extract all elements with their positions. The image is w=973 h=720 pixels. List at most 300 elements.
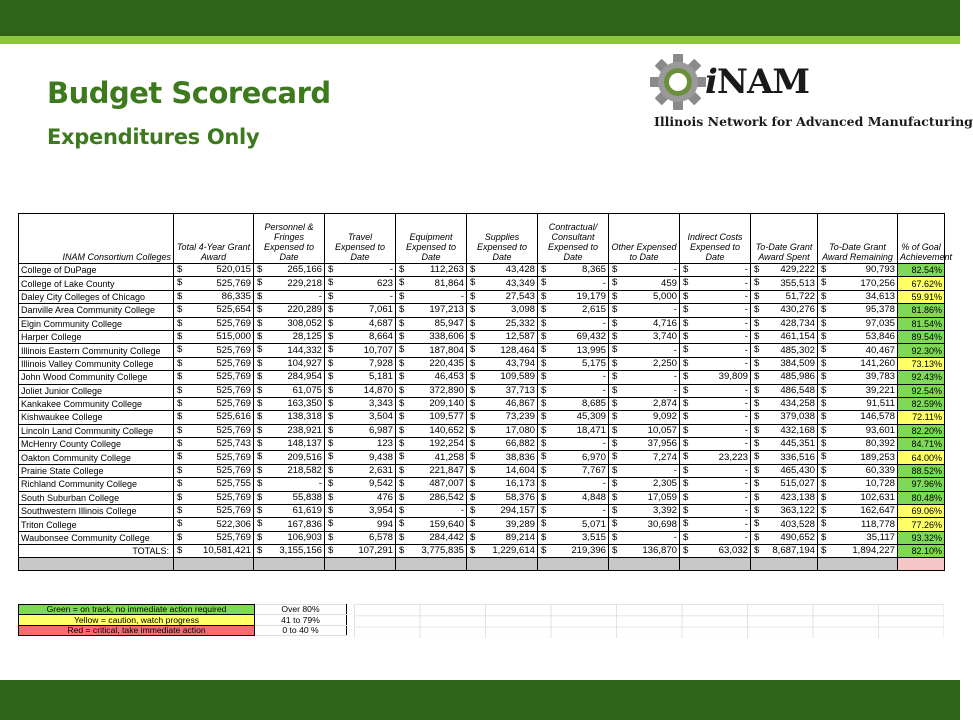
table-row [19, 438, 945, 451]
cell-equipment: $ 81,864 [396, 277, 467, 290]
cell-personnel: $ 163,350 [254, 397, 325, 410]
total-indirect: $ 63,032 [680, 545, 751, 558]
college-name: South Suburban College [19, 491, 174, 504]
gear-icon [648, 52, 708, 112]
cell-equipment: $ 46,453 [396, 371, 467, 384]
cell-other: $ 3,740 [609, 330, 680, 343]
legend-label: Red = critical, take immediate action [19, 625, 255, 635]
cell-spent: $ 51,722 [751, 290, 818, 303]
legend-row-red [19, 625, 347, 635]
table-row [19, 491, 945, 504]
cell-other: $ - [609, 384, 680, 397]
college-name: Lincoln Land Community College [19, 424, 174, 437]
cell-remaining: $ 39,783 [818, 371, 898, 384]
table-row [19, 317, 945, 330]
header-travel: Travel Expensed to Date [325, 214, 396, 264]
total-remaining: $ 1,894,227 [818, 545, 898, 558]
header-other: Other Expensed to Date [609, 214, 680, 264]
cell-supplies: $ 46,867 [467, 397, 538, 410]
cell-remaining: $ 39,221 [818, 384, 898, 397]
goal-pct-cell: 88.52% [898, 464, 945, 477]
cell-personnel: $ 167,836 [254, 518, 325, 531]
cell-personnel: $ 104,927 [254, 357, 325, 370]
table-row [19, 344, 945, 357]
cell-indirect: $ - [680, 290, 751, 303]
legend-label: Green = on track, no immediate action required [19, 605, 255, 615]
cell-contractual: $ - [538, 438, 609, 451]
cell-personnel: $ 55,838 [254, 491, 325, 504]
cell-other: $ - [609, 464, 680, 477]
cell-other: $ - [609, 344, 680, 357]
header-college: INAM Consortium Colleges [19, 214, 174, 264]
total-equipment: $ 3,775,835 [396, 545, 467, 558]
table-row [19, 505, 945, 518]
cell-personnel: $ 265,166 [254, 264, 325, 277]
cell-contractual: $ 5,071 [538, 518, 609, 531]
cell-remaining: $ 146,578 [818, 411, 898, 424]
cell-remaining: $ 141,260 [818, 357, 898, 370]
cell-other: $ 4,716 [609, 317, 680, 330]
cell-equipment: $ 220,435 [396, 357, 467, 370]
table-header-row [19, 214, 945, 264]
header-equipment: Equipment Expensed to Date [396, 214, 467, 264]
cell-personnel: $ - [254, 290, 325, 303]
cell-spent: $ 434,258 [751, 397, 818, 410]
cell-award: $ 520,015 [174, 264, 254, 277]
cell-indirect: $ - [680, 478, 751, 491]
cell-contractual: $ 5,175 [538, 357, 609, 370]
cell-award: $ 525,769 [174, 277, 254, 290]
cell-award: $ 525,769 [174, 371, 254, 384]
totals-label: TOTALS: [19, 545, 174, 558]
separator-row [19, 558, 945, 571]
cell-spent: $ 485,986 [751, 371, 818, 384]
cell-other: $ 459 [609, 277, 680, 290]
cell-remaining: $ 91,511 [818, 397, 898, 410]
logo-tagline: Illinois Network for Advanced Manufacturing [654, 114, 973, 129]
totals-row [19, 545, 945, 558]
goal-pct-cell: 81.86% [898, 304, 945, 317]
cell-award: $ 525,616 [174, 411, 254, 424]
total-personnel: $ 3,155,156 [254, 545, 325, 558]
cell-personnel: $ 308,052 [254, 317, 325, 330]
cell-spent: $ 384,509 [751, 357, 818, 370]
cell-spent: $ 432,168 [751, 424, 818, 437]
goal-pct-cell: 92.43% [898, 371, 945, 384]
logo-wordmark: iNAM [705, 62, 810, 102]
header-spent: To-Date Grant Award Spent [751, 214, 818, 264]
cell-personnel: $ 28,125 [254, 330, 325, 343]
college-name: College of DuPage [19, 264, 174, 277]
goal-pct-cell: 72.11% [898, 411, 945, 424]
cell-remaining: $ 93,601 [818, 424, 898, 437]
cell-travel: $ 7,928 [325, 357, 396, 370]
college-name: McHenry County College [19, 438, 174, 451]
cell-contractual: $ 4,848 [538, 491, 609, 504]
cell-indirect: $ 23,223 [680, 451, 751, 464]
total-contractual: $ 219,396 [538, 545, 609, 558]
cell-equipment: $ 221,847 [396, 464, 467, 477]
inam-logo [648, 52, 973, 132]
college-name: Danville Area Community College [19, 304, 174, 317]
table-row [19, 411, 945, 424]
cell-other: $ - [609, 371, 680, 384]
goal-pct-cell: 84.71% [898, 438, 945, 451]
cell-supplies: $ 25,332 [467, 317, 538, 330]
cell-travel: $ 623 [325, 277, 396, 290]
cell-personnel: $ 220,289 [254, 304, 325, 317]
college-name: Daley City Colleges of Chicago [19, 290, 174, 303]
header-total-award: Total 4-Year Grant Award [174, 214, 254, 264]
cell-indirect: $ - [680, 397, 751, 410]
cell-travel: $ - [325, 290, 396, 303]
goal-pct-cell: 89.54% [898, 330, 945, 343]
header-personnel: Personnel & Fringes Expensed to Date [254, 214, 325, 264]
total-spent: $ 8,687,194 [751, 545, 818, 558]
cell-personnel: $ 284,954 [254, 371, 325, 384]
cell-equipment: $ 85,947 [396, 317, 467, 330]
header-accent-stripe [0, 36, 960, 44]
cell-award: $ 86,335 [174, 290, 254, 303]
goal-pct-cell: 93.32% [898, 531, 945, 544]
goal-pct-cell: 92.54% [898, 384, 945, 397]
table-row [19, 451, 945, 464]
cell-spent: $ 486,548 [751, 384, 818, 397]
cell-travel: $ 476 [325, 491, 396, 504]
cell-other: $ 37,956 [609, 438, 680, 451]
cell-supplies: $ 73,239 [467, 411, 538, 424]
table-row [19, 518, 945, 531]
cell-personnel: $ 209,516 [254, 451, 325, 464]
goal-pct-cell: 67.62% [898, 277, 945, 290]
college-name: Southwestern Illinois College [19, 505, 174, 518]
cell-travel: $ - [325, 264, 396, 277]
table-row [19, 464, 945, 477]
cell-contractual: $ - [538, 317, 609, 330]
cell-supplies: $ 43,428 [467, 264, 538, 277]
legend-range: 41 to 79% [255, 615, 347, 625]
header-goal-pct: % of Goal Achievement [898, 214, 945, 264]
college-name: Illinois Valley Community College [19, 357, 174, 370]
cell-award: $ 525,769 [174, 464, 254, 477]
cell-contractual: $ 18,471 [538, 424, 609, 437]
cell-travel: $ 8,664 [325, 330, 396, 343]
cell-indirect: $ - [680, 317, 751, 330]
cell-equipment: $ 109,577 [396, 411, 467, 424]
goal-pct-cell: 64.00% [898, 451, 945, 464]
cell-travel: $ 7,061 [325, 304, 396, 317]
cell-supplies: $ 43,349 [467, 277, 538, 290]
cell-award: $ 525,769 [174, 505, 254, 518]
cell-award: $ 525,769 [174, 317, 254, 330]
table-row [19, 478, 945, 491]
goal-pct-cell: 82.54% [898, 264, 945, 277]
cell-equipment: $ 187,804 [396, 344, 467, 357]
cell-contractual: $ 3,515 [538, 531, 609, 544]
cell-award: $ 525,769 [174, 491, 254, 504]
page-title: Budget Scorecard [47, 76, 331, 110]
cell-other: $ 7,274 [609, 451, 680, 464]
goal-pct-cell: 92.30% [898, 344, 945, 357]
cell-spent: $ 465,430 [751, 464, 818, 477]
goal-pct-cell: 97.96% [898, 478, 945, 491]
table-row [19, 384, 945, 397]
sheet-gridlines [354, 604, 944, 638]
table-row [19, 264, 945, 277]
cell-indirect: $ - [680, 384, 751, 397]
legend-range: Over 80% [255, 605, 347, 615]
table-row [19, 277, 945, 290]
cell-award: $ 525,769 [174, 357, 254, 370]
cell-supplies: $ 43,794 [467, 357, 538, 370]
cell-other: $ 5,000 [609, 290, 680, 303]
table-row [19, 531, 945, 544]
cell-remaining: $ 97,035 [818, 317, 898, 330]
cell-remaining: $ 40,467 [818, 344, 898, 357]
cell-personnel: $ - [254, 478, 325, 491]
cell-contractual: $ - [538, 371, 609, 384]
cell-travel: $ 5,181 [325, 371, 396, 384]
cell-spent: $ 403,528 [751, 518, 818, 531]
cell-award: $ 525,743 [174, 438, 254, 451]
total-travel: $ 107,291 [325, 545, 396, 558]
goal-pct-cell: 80.48% [898, 491, 945, 504]
cell-indirect: $ - [680, 344, 751, 357]
college-name: Joliet Junior College [19, 384, 174, 397]
cell-remaining: $ 102,631 [818, 491, 898, 504]
cell-personnel: $ 148,137 [254, 438, 325, 451]
cell-spent: $ 355,513 [751, 277, 818, 290]
cell-contractual: $ 19,179 [538, 290, 609, 303]
college-name: Illinois Eastern Community College [19, 344, 174, 357]
goal-pct-cell: 77.26% [898, 518, 945, 531]
cell-supplies: $ 294,157 [467, 505, 538, 518]
college-name: College of Lake County [19, 277, 174, 290]
cell-other: $ 9,092 [609, 411, 680, 424]
college-name: Kishwaukee College [19, 411, 174, 424]
legend-label: Yellow = caution, watch progress [19, 615, 255, 625]
table-row [19, 357, 945, 370]
cell-contractual: $ 8,365 [538, 264, 609, 277]
budget-table [18, 213, 953, 571]
cell-other: $ 3,392 [609, 505, 680, 518]
cell-remaining: $ 53,846 [818, 330, 898, 343]
cell-travel: $ 6,987 [325, 424, 396, 437]
header-indirect: Indirect Costs Expensed to Date [680, 214, 751, 264]
cell-other: $ 2,874 [609, 397, 680, 410]
cell-award: $ 525,769 [174, 344, 254, 357]
cell-indirect: $ - [680, 264, 751, 277]
cell-indirect: $ - [680, 518, 751, 531]
cell-personnel: $ 144,332 [254, 344, 325, 357]
header-supplies: Supplies Expensed to Date [467, 214, 538, 264]
cell-contractual: $ 8,685 [538, 397, 609, 410]
cell-indirect: $ - [680, 277, 751, 290]
cell-travel: $ 6,578 [325, 531, 396, 544]
cell-contractual: $ - [538, 505, 609, 518]
page-subtitle: Expenditures Only [47, 125, 260, 149]
legend-row-yellow [19, 615, 347, 625]
cell-supplies: $ 12,587 [467, 330, 538, 343]
cell-remaining: $ 170,256 [818, 277, 898, 290]
cell-indirect: $ - [680, 438, 751, 451]
cell-remaining: $ 189,253 [818, 451, 898, 464]
cell-travel: $ 123 [325, 438, 396, 451]
cell-travel: $ 2,631 [325, 464, 396, 477]
cell-equipment: $ 286,542 [396, 491, 467, 504]
cell-indirect: $ - [680, 357, 751, 370]
cell-personnel: $ 218,582 [254, 464, 325, 477]
cell-spent: $ 515,027 [751, 478, 818, 491]
cell-remaining: $ 90,793 [818, 264, 898, 277]
cell-supplies: $ 109,589 [467, 371, 538, 384]
cell-contractual: $ - [538, 277, 609, 290]
cell-indirect: $ - [680, 505, 751, 518]
cell-remaining: $ 118,778 [818, 518, 898, 531]
cell-supplies: $ 89,214 [467, 531, 538, 544]
cell-supplies: $ 17,080 [467, 424, 538, 437]
cell-remaining: $ 95,378 [818, 304, 898, 317]
cell-travel: $ 9,542 [325, 478, 396, 491]
cell-supplies: $ 58,376 [467, 491, 538, 504]
cell-other: $ 17,059 [609, 491, 680, 504]
cell-other: $ 30,698 [609, 518, 680, 531]
cell-equipment: $ 192,254 [396, 438, 467, 451]
cell-supplies: $ 128,464 [467, 344, 538, 357]
cell-personnel: $ 138,318 [254, 411, 325, 424]
goal-pct-cell: 82.20% [898, 424, 945, 437]
cell-award: $ 525,769 [174, 397, 254, 410]
college-name: Elgin Community College [19, 317, 174, 330]
table-row [19, 290, 945, 303]
cell-spent: $ 379,038 [751, 411, 818, 424]
cell-indirect: $ 39,809 [680, 371, 751, 384]
cell-contractual: $ 2,615 [538, 304, 609, 317]
cell-equipment: $ 372,890 [396, 384, 467, 397]
cell-award: $ 515,000 [174, 330, 254, 343]
cell-travel: $ 3,343 [325, 397, 396, 410]
table-row [19, 424, 945, 437]
cell-contractual: $ 45,309 [538, 411, 609, 424]
cell-equipment: $ 140,652 [396, 424, 467, 437]
cell-remaining: $ 162,647 [818, 505, 898, 518]
college-name: Triton College [19, 518, 174, 531]
cell-award: $ 525,654 [174, 304, 254, 317]
cell-equipment: $ 209,140 [396, 397, 467, 410]
cell-personnel: $ 61,075 [254, 384, 325, 397]
cell-travel: $ 10,707 [325, 344, 396, 357]
cell-remaining: $ 34,613 [818, 290, 898, 303]
cell-spent: $ 429,222 [751, 264, 818, 277]
cell-indirect: $ - [680, 411, 751, 424]
total-supplies: $ 1,229,614 [467, 545, 538, 558]
cell-other: $ - [609, 531, 680, 544]
total-other: $ 136,870 [609, 545, 680, 558]
cell-personnel: $ 106,903 [254, 531, 325, 544]
table-row [19, 397, 945, 410]
cell-travel: $ 994 [325, 518, 396, 531]
cell-other: $ 2,250 [609, 357, 680, 370]
cell-spent: $ 445,351 [751, 438, 818, 451]
cell-spent: $ 363,122 [751, 505, 818, 518]
cell-personnel: $ 229,218 [254, 277, 325, 290]
cell-travel: $ 4,687 [325, 317, 396, 330]
cell-award: $ 525,769 [174, 531, 254, 544]
cell-spent: $ 423,138 [751, 491, 818, 504]
table-row [19, 330, 945, 343]
college-name: Harper College [19, 330, 174, 343]
header-remaining: To-Date Grant Award Remaining [818, 214, 898, 264]
cell-travel: $ 9,438 [325, 451, 396, 464]
cell-remaining: $ 10,728 [818, 478, 898, 491]
college-name: Kankakee Community College [19, 397, 174, 410]
college-name: Prairie State College [19, 464, 174, 477]
cell-indirect: $ - [680, 491, 751, 504]
cell-supplies: $ 37,713 [467, 384, 538, 397]
cell-spent: $ 485,302 [751, 344, 818, 357]
total-goal-pct: 82.10% [898, 545, 945, 558]
college-name: Waubonsee Community College [19, 531, 174, 544]
college-name: Richland Community College [19, 478, 174, 491]
cell-other: $ 2,305 [609, 478, 680, 491]
cell-supplies: $ 3,098 [467, 304, 538, 317]
status-legend [18, 604, 347, 636]
cell-contractual: $ - [538, 384, 609, 397]
total-award: $ 10,581,421 [174, 545, 254, 558]
cell-equipment: $ 197,213 [396, 304, 467, 317]
cell-spent: $ 490,652 [751, 531, 818, 544]
cell-indirect: $ - [680, 330, 751, 343]
legend-range: 0 to 40 % [255, 625, 347, 635]
cell-indirect: $ - [680, 304, 751, 317]
cell-award: $ 525,769 [174, 384, 254, 397]
cell-travel: $ 14,870 [325, 384, 396, 397]
cell-indirect: $ - [680, 424, 751, 437]
cell-other: $ - [609, 304, 680, 317]
cell-personnel: $ 61,619 [254, 505, 325, 518]
cell-contractual: $ 6,970 [538, 451, 609, 464]
cell-award: $ 522,306 [174, 518, 254, 531]
legend-row-green [19, 605, 347, 615]
college-name: John Wood Community College [19, 371, 174, 384]
cell-supplies: $ 38,836 [467, 451, 538, 464]
goal-pct-cell: 73.13% [898, 357, 945, 370]
cell-supplies: $ 14,604 [467, 464, 538, 477]
cell-remaining: $ 35,117 [818, 531, 898, 544]
goal-pct-cell: 69.06% [898, 505, 945, 518]
cell-remaining: $ 60,339 [818, 464, 898, 477]
cell-spent: $ 428,734 [751, 317, 818, 330]
cell-equipment: $ 487,007 [396, 478, 467, 491]
goal-pct-cell: 81.54% [898, 317, 945, 330]
college-name: Oakton Community College [19, 451, 174, 464]
cell-supplies: $ 16,173 [467, 478, 538, 491]
table-body [19, 264, 945, 545]
cell-indirect: $ - [680, 531, 751, 544]
cell-contractual: $ - [538, 478, 609, 491]
footer-bar [0, 680, 960, 720]
cell-other: $ - [609, 264, 680, 277]
goal-pct-cell: 59.91% [898, 290, 945, 303]
goal-pct-cell: 82.59% [898, 397, 945, 410]
cell-spent: $ 461,154 [751, 330, 818, 343]
cell-indirect: $ - [680, 464, 751, 477]
cell-equipment: $ 112,263 [396, 264, 467, 277]
cell-personnel: $ 238,921 [254, 424, 325, 437]
cell-contractual: $ 13,995 [538, 344, 609, 357]
cell-equipment: $ 338,606 [396, 330, 467, 343]
cell-travel: $ 3,954 [325, 505, 396, 518]
